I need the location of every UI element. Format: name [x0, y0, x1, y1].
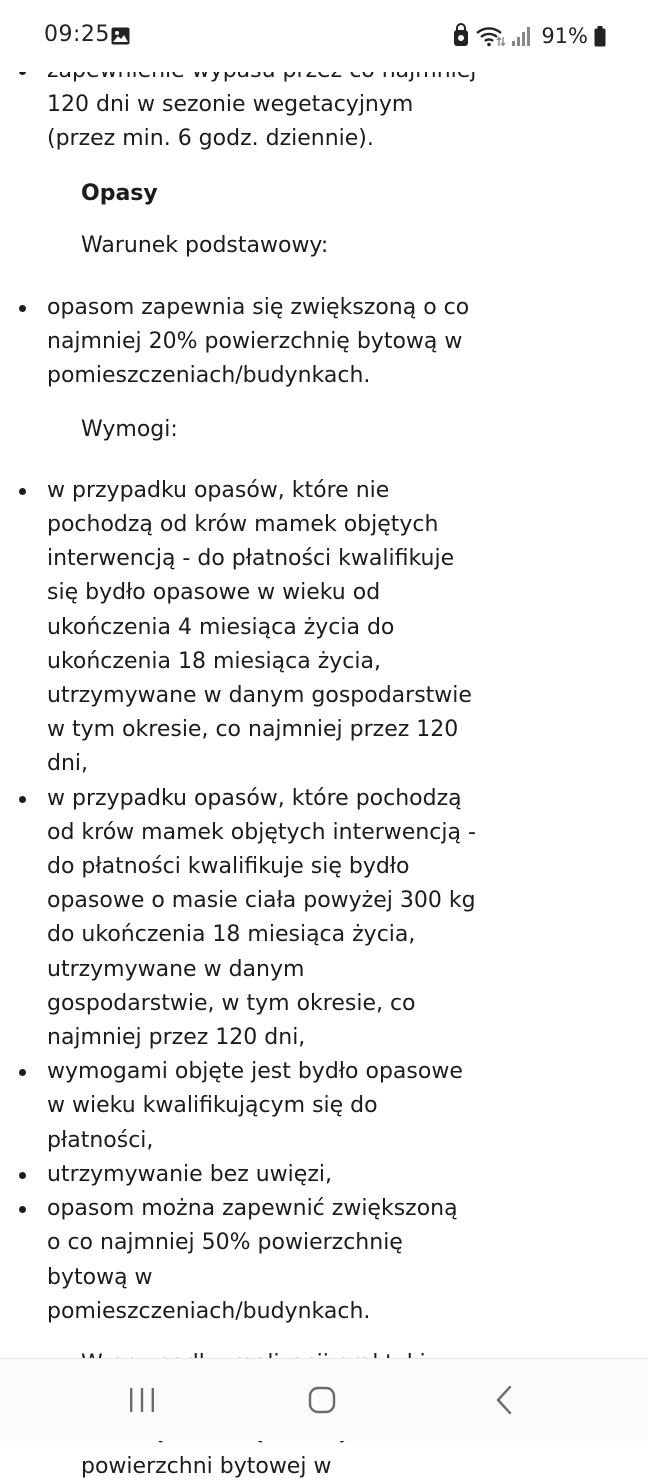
battery-icon [594, 25, 606, 47]
back-button[interactable] [462, 1359, 546, 1441]
home-button[interactable] [280, 1359, 364, 1441]
list-item: 120 dni w sezonie wegetacyjnym (przez min. 6 godz. dziennie). [0, 54, 477, 157]
recent-apps-button[interactable] [100, 1359, 184, 1441]
list-item: wymogami objęte jest bydło opasowe w wieku kwalifikującym się do płatności, [0, 1055, 477, 1158]
status-icons [453, 22, 606, 50]
status-bar [0, 0, 648, 72]
list-item: opasom można zapewnić zwiększoną o co najmniej 50% powierzchnię bytową w pomieszczeniach/budynkach. [0, 1192, 477, 1329]
wymogi-label: Wymogi: [81, 416, 178, 442]
battery-percentage: 91% [541, 24, 588, 48]
gallery-icon [111, 27, 130, 45]
section-heading-opasy: Opasy [81, 180, 158, 206]
warunek-label: Warunek podstawowy: [81, 232, 329, 258]
recent-apps-icon [128, 1387, 156, 1413]
list-item: w przypadku opasów, które pochodzą od krów mamek objętych interwencją - do płatności kwalifikuje się bydło opasowe o masie ciała powyżej 300 kg do ukończenia 18 miesiąca życia, utrzymywane w danym gospodarstwie, w tym okresie, co najmniej przez 120 dni, [0, 782, 477, 1056]
list-item: opasom zapewnia się zwiększoną o co najmniej 20% powierzchnię bytową w pomieszczeniach/budynkach. [0, 291, 477, 394]
status-time: 09:25 [44, 22, 110, 47]
back-chevron-icon [495, 1385, 513, 1415]
home-icon [308, 1386, 336, 1414]
signal-icon [511, 25, 531, 47]
bullet-list-basic-condition [0, 291, 648, 394]
list-item: w przypadku opasów, które nie pochodzą od krów mamek objętych interwencją - do płatności kwalifikuje się bydło opasowe w wieku od ukończenia 4 miesiąca życia do ukończenia 18 miesiąca życia, utrzymywane w danym gospodarstwie w tym okresie, co najmniej przez 120 dni, [0, 474, 477, 782]
app-notification-icon [453, 25, 469, 47]
navigation-bar [0, 1358, 648, 1441]
wifi-icon [475, 25, 505, 47]
final-paragraph: powierzchni bytowej w [81, 1453, 332, 1479]
bullet-list-requirements [0, 474, 648, 1329]
list-item: utrzymywanie bez uwięzi, [0, 1158, 477, 1192]
article-content[interactable] [0, 52, 648, 1479]
